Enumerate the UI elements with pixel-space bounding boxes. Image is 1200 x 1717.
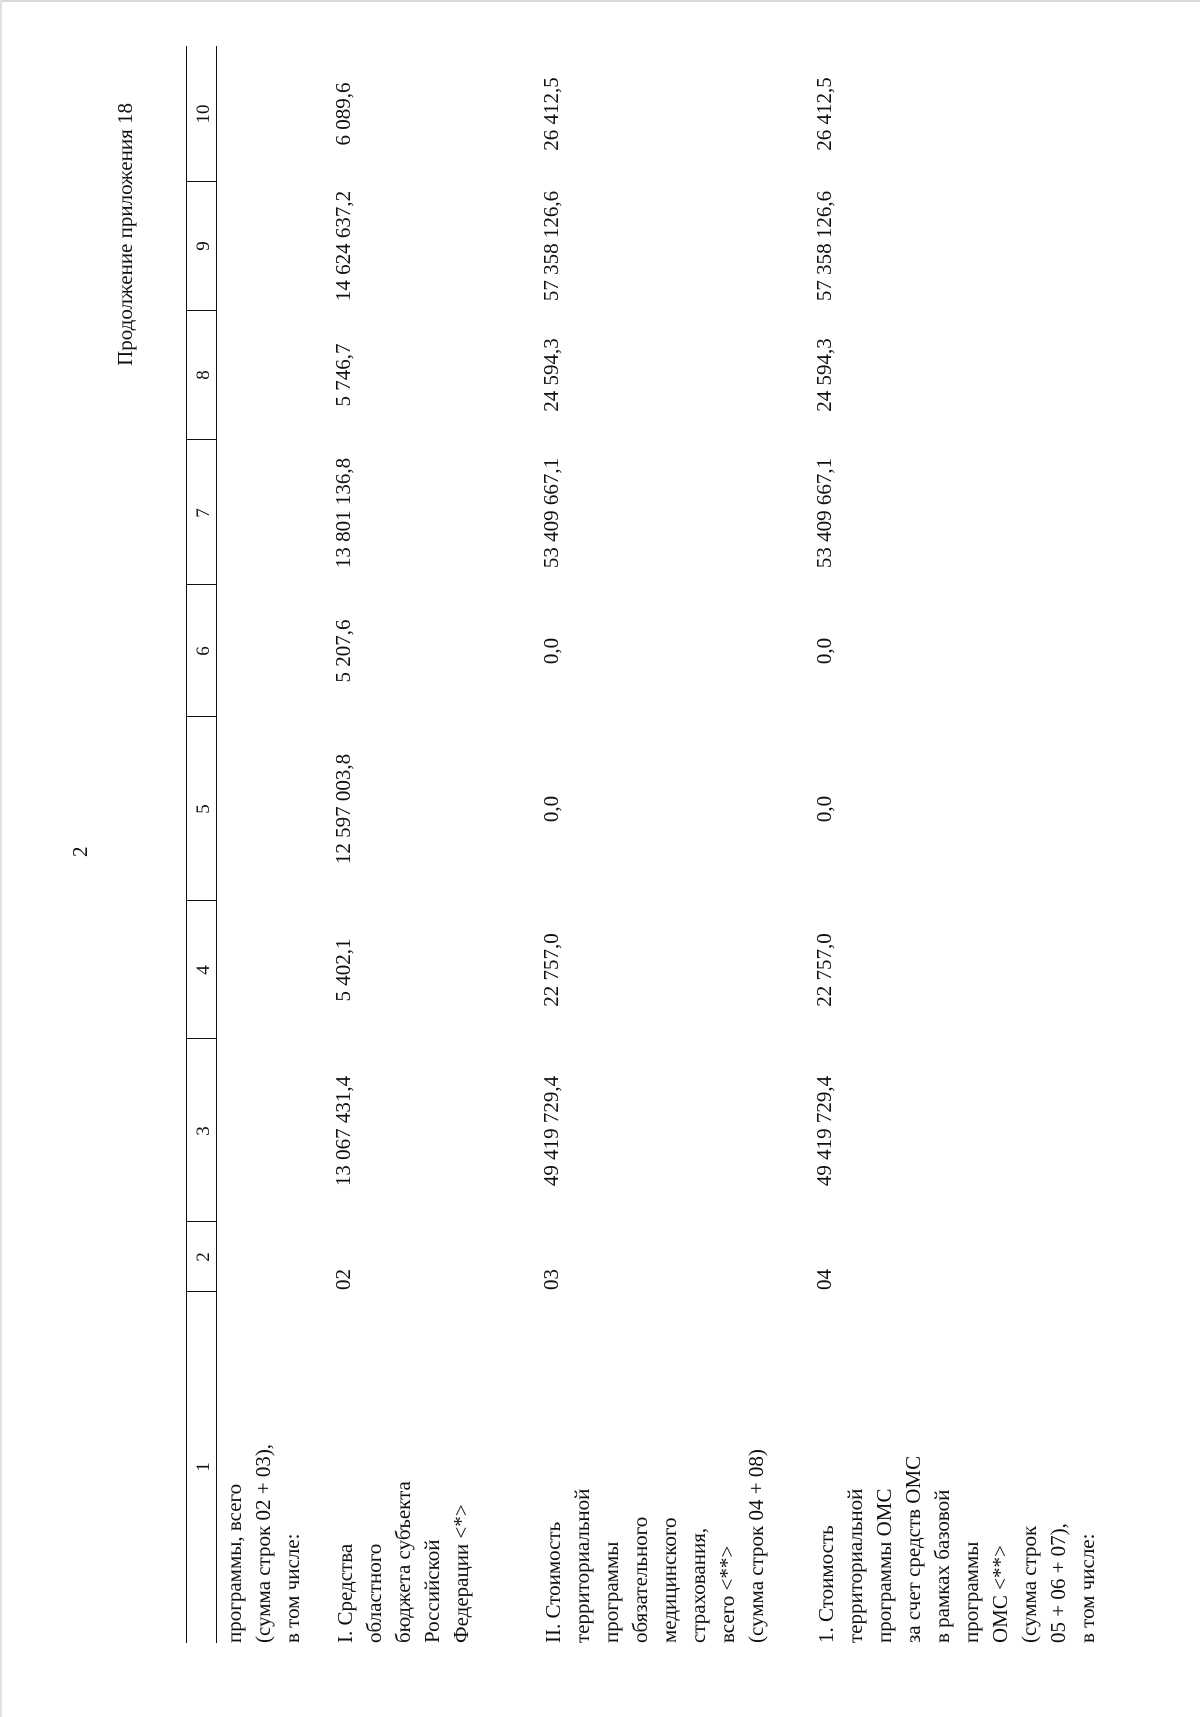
column-header: 9 [193, 241, 214, 251]
column-divider [186, 1221, 216, 1222]
value-cell: 24 594,3 [539, 338, 563, 412]
value-cell: 0,0 [812, 795, 836, 823]
value-cell: 49 419 729,4 [539, 1075, 563, 1187]
value-cell: 6 089,6 [331, 82, 355, 146]
value-cell: 13 067 431,4 [331, 1075, 355, 1187]
value-cell: 12 597 003,8 [331, 753, 355, 865]
row-label-total-continuation: программы, всего (сумма строк 02 + 03), в том числе: [222, 1443, 304, 1643]
value-cell: 57 358 126,6 [812, 190, 836, 302]
column-header: 2 [193, 1252, 214, 1262]
row-code-03: 03 [539, 1269, 563, 1290]
column-divider [186, 181, 216, 182]
value-cell: 57 358 126,6 [539, 190, 563, 302]
column-divider [186, 1291, 216, 1292]
row-label-regional-budget: I. Средства областного бюджета субъекта Российской Федерации <*> [333, 1481, 473, 1643]
value-cell: 26 412,5 [539, 77, 563, 151]
column-header: 1 [193, 1462, 214, 1472]
table-top-border [186, 46, 187, 1643]
column-header: 3 [193, 1126, 214, 1136]
value-cell: 5 746,7 [331, 343, 355, 407]
value-cell: 5 402,1 [331, 938, 355, 1002]
column-divider [186, 439, 216, 440]
page-number: 2 [68, 846, 92, 857]
value-cell: 5 207,6 [331, 619, 355, 683]
value-cell: 14 624 637,2 [331, 190, 355, 302]
value-cell: 13 801 136,8 [331, 457, 355, 569]
column-divider [186, 900, 216, 901]
value-cell: 53 409 667,1 [812, 457, 836, 569]
column-divider [186, 584, 216, 585]
value-cell: 22 757,0 [812, 933, 836, 1007]
value-cell: 49 419 729,4 [812, 1075, 836, 1187]
column-header: 5 [193, 804, 214, 814]
row-label-basic-program-oms: 1. Стоимость территориальной программы ОМС за счет средств ОМС в рамках базовой программы ОМС <**> (сумма строк 05 + 06 + 07), в том числе: [814, 1455, 1099, 1643]
value-cell: 0,0 [539, 795, 563, 823]
row-code-02: 02 [331, 1269, 355, 1290]
value-cell: 0,0 [539, 637, 563, 665]
column-header: 8 [193, 370, 214, 380]
column-header: 6 [193, 646, 214, 656]
column-divider [186, 310, 216, 311]
value-cell: 53 409 667,1 [539, 457, 563, 569]
appendix-continuation-heading: Продолжение приложения 18 [113, 103, 137, 366]
column-divider [186, 1038, 216, 1039]
value-cell: 26 412,5 [812, 77, 836, 151]
row-code-04: 04 [812, 1269, 836, 1290]
row-label-territorial-program-oms: II. Стоимость территориальной программы обязательного медицинского страхования, всего <**> (сумма строк 04 + 08) [541, 1449, 768, 1643]
value-cell: 22 757,0 [539, 933, 563, 1007]
value-cell: 24 594,3 [812, 338, 836, 412]
value-cell: 0,0 [812, 637, 836, 665]
column-header: 7 [193, 508, 214, 518]
table-header-bottom-border [216, 46, 217, 1643]
column-header: 10 [193, 104, 214, 124]
column-header: 4 [193, 965, 214, 975]
column-divider [186, 716, 216, 717]
